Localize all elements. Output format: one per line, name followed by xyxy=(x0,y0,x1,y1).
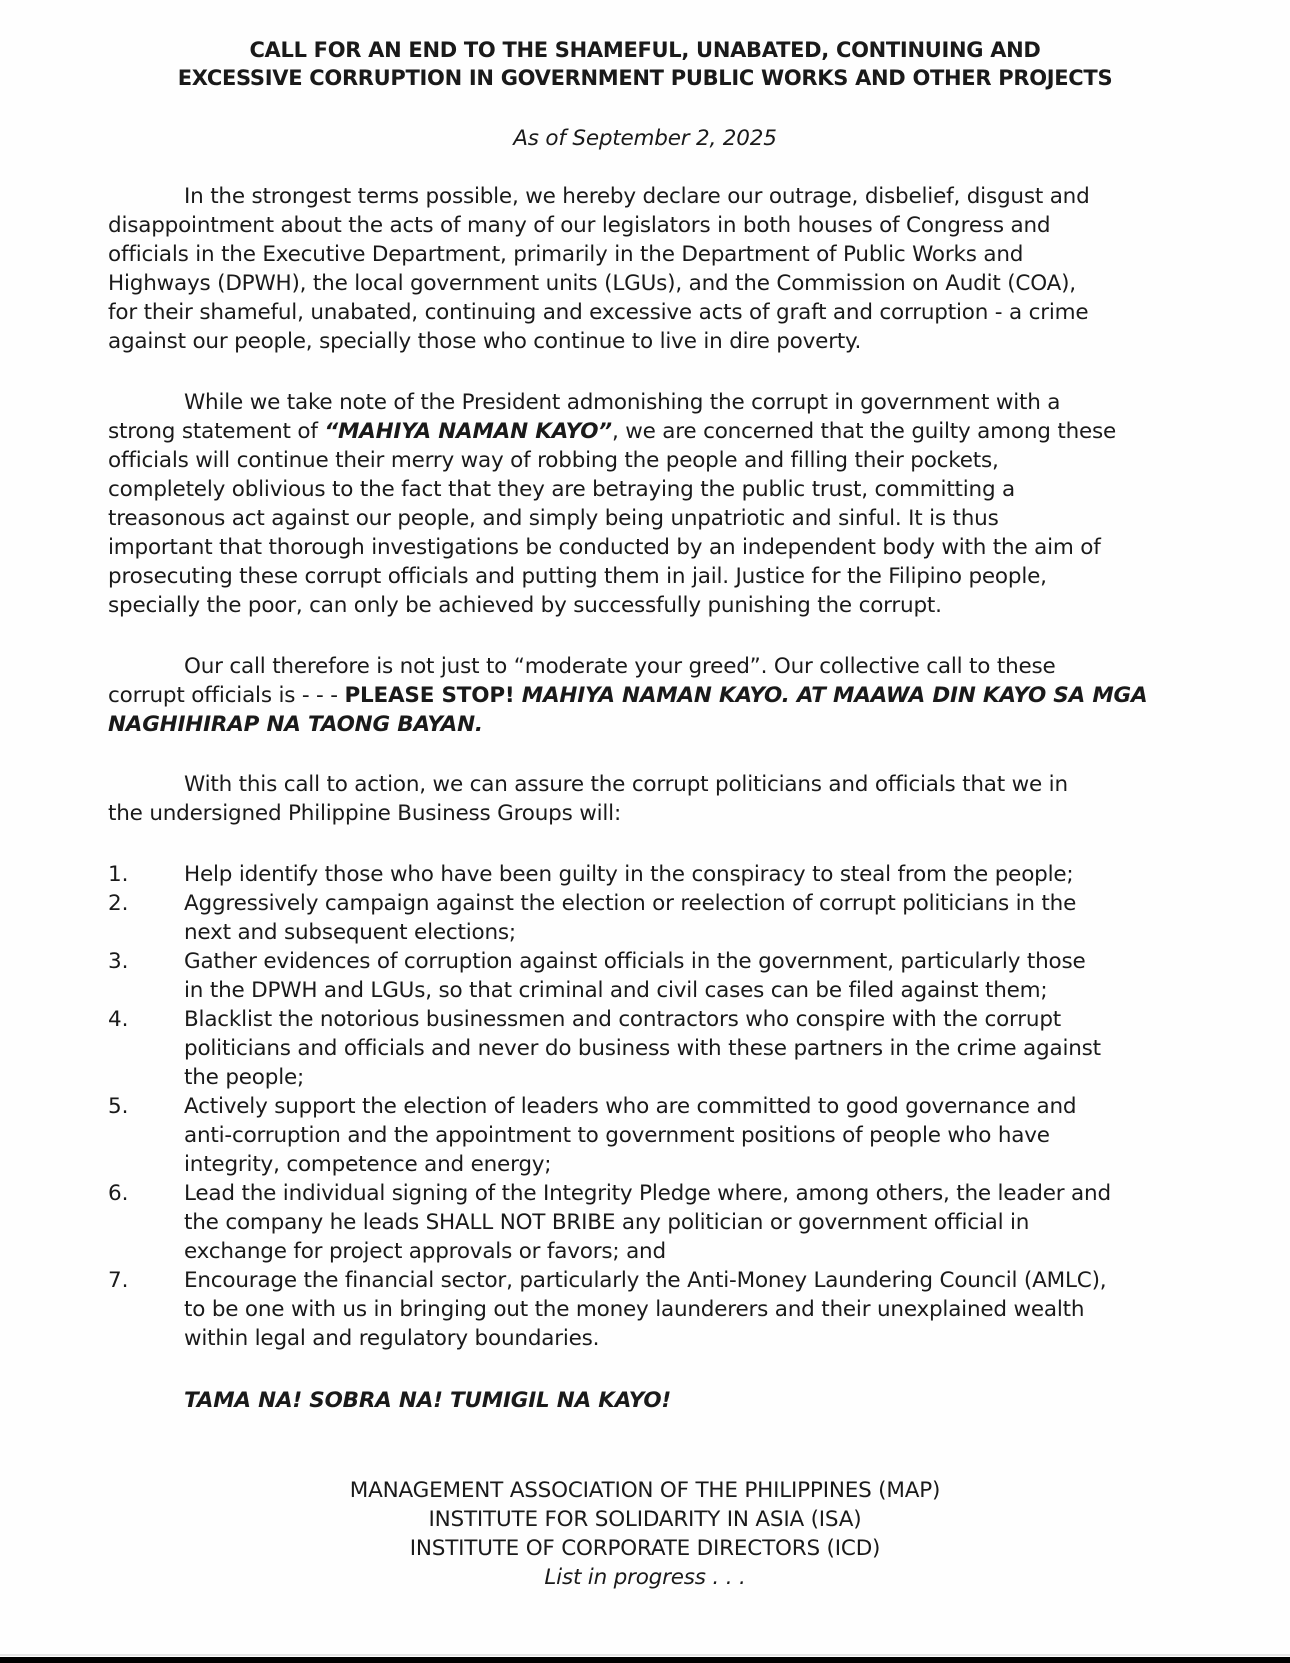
paragraph-line xyxy=(108,417,1116,446)
paragraph-line: completely oblivious to the fact that they are betraying the public trust, committing a xyxy=(108,477,1016,502)
signatories-note: List in progress . . . xyxy=(544,1565,746,1590)
list-item-line: politicians and officials and never do business with these partners in the crime against xyxy=(184,1036,1101,1061)
list-number: 6. xyxy=(108,1181,129,1206)
emphasis-quote: “MAHIYA NAMAN KAYO” xyxy=(324,419,612,444)
paragraph-line: officials will continue their merry way of robbing the people and filling their pockets, xyxy=(108,448,999,473)
list-number: 7. xyxy=(108,1268,129,1293)
list-item-line: in the DPWH and LGUs, so that criminal and civil cases can be filed against them; xyxy=(184,978,1048,1003)
paragraph-line: Our call therefore is not just to “moderate your greed”. Our collective call to these xyxy=(184,654,1056,679)
slogan: TAMA NA! SOBRA NA! TUMIGIL NA KAYO! xyxy=(184,1388,672,1413)
paragraph-line: the undersigned Philippine Business Groups will: xyxy=(108,801,621,826)
list-item-line: the company he leads SHALL NOT BRIBE any politician or government official in xyxy=(184,1210,1030,1235)
paragraph-line: treasonous act against our people, and simply being unpatriotic and sinful. It is thus xyxy=(108,506,999,531)
list-item-line: Aggressively campaign against the election or reelection of corrupt politicians in the xyxy=(184,891,1077,916)
paragraph-line: disappointment about the acts of many of our legislators in both houses of Congress and xyxy=(108,213,1051,238)
list-number: 4. xyxy=(108,1007,129,1032)
list-item-line: integrity, competence and energy; xyxy=(184,1152,552,1177)
list-item-line: the people; xyxy=(184,1065,305,1090)
list-item-line: within legal and regulatory boundaries. xyxy=(184,1326,600,1351)
list-item-line: Help identify those who have been guilty in the conspiracy to steal from the people; xyxy=(184,862,1074,887)
list-item-line: Gather evidences of corruption against officials in the government, particularly those xyxy=(184,949,1086,974)
paragraph-line: for their shameful, unabated, continuing and excessive acts of graft and corruption - a crime xyxy=(108,300,1089,325)
page-bottom-border xyxy=(0,1657,1290,1663)
paragraph-line: Highways (DPWH), the local government units (LGUs), and the Commission on Audit (COA), xyxy=(108,271,1076,296)
signatory: INSTITUTE OF CORPORATE DIRECTORS (ICD) xyxy=(409,1536,881,1561)
emphasis-text: MAHIYA NAMAN KAYO. AT MAAWA DIN KAYO SA MGA xyxy=(521,683,1148,708)
list-item-line: to be one with us in bringing out the money launderers and their unexplained wealth xyxy=(184,1297,1085,1322)
paragraph-line: important that thorough investigations be conducted by an independent body with the aim of xyxy=(108,535,1101,560)
list-number: 3. xyxy=(108,949,129,974)
text-span: strong statement of xyxy=(108,419,325,444)
signatory: MANAGEMENT ASSOCIATION OF THE PHILIPPINES (MAP) xyxy=(349,1478,941,1503)
paragraph-line: While we take note of the President admonishing the corrupt in government with a xyxy=(184,390,1061,415)
paragraph-line xyxy=(108,681,1147,710)
document-title-line-2: EXCESSIVE CORRUPTION IN GOVERNMENT PUBLIC WORKS AND OTHER PROJECTS xyxy=(177,66,1113,90)
list-item-line: Encourage the financial sector, particularly the Anti-Money Laundering Council (AMLC), xyxy=(184,1268,1107,1293)
paragraph-line: officials in the Executive Department, primarily in the Department of Public Works and xyxy=(108,242,1024,267)
please-stop-text: PLEASE STOP! xyxy=(344,683,522,708)
page-edge-shadow xyxy=(0,1654,1290,1656)
paragraph-line: specially the poor, can only be achieved by successfully punishing the corrupt. xyxy=(108,593,942,618)
list-number: 2. xyxy=(108,891,129,916)
list-item-line: exchange for project approvals or favors; and xyxy=(184,1239,666,1264)
list-number: 5. xyxy=(108,1094,129,1119)
list-item-line: next and subsequent elections; xyxy=(184,920,516,945)
text-span: , we are concerned that the guilty among these xyxy=(611,419,1117,444)
paragraph-line: With this call to action, we can assure the corrupt politicians and officials that we in xyxy=(184,772,1068,797)
text-span: corrupt officials is - - - xyxy=(108,683,345,708)
paragraph-line: against our people, specially those who continue to live in dire poverty. xyxy=(108,329,862,354)
list-item-line: Actively support the election of leaders who are committed to good governance and xyxy=(184,1094,1077,1119)
document-date: As of September 2, 2025 xyxy=(513,126,777,151)
list-item-line: Lead the individual signing of the Integrity Pledge where, among others, the leader and xyxy=(184,1181,1111,1206)
list-item-line: anti-corruption and the appointment to government positions of people who have xyxy=(184,1123,1050,1148)
document-title-line-1: CALL FOR AN END TO THE SHAMEFUL, UNABATED, CONTINUING AND xyxy=(249,38,1041,62)
emphasis-text: NAGHIHIRAP NA TAONG BAYAN. xyxy=(108,712,483,737)
list-number: 1. xyxy=(108,862,129,887)
paragraph-line: In the strongest terms possible, we hereby declare our outrage, disbelief, disgust and xyxy=(184,184,1090,209)
list-item-line: Blacklist the notorious businessmen and contractors who conspire with the corrupt xyxy=(184,1007,1062,1032)
paragraph-line: prosecuting these corrupt officials and putting them in jail. Justice for the Filipino people, xyxy=(108,564,1047,589)
signatory: INSTITUTE FOR SOLIDARITY IN ASIA (ISA) xyxy=(428,1507,862,1532)
